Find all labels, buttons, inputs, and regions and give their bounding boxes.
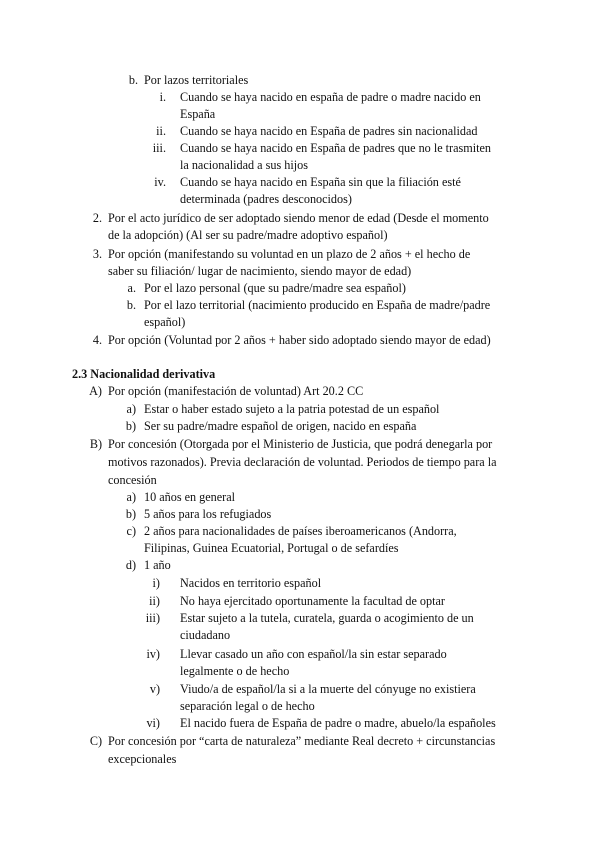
list-item-text: Filipinas, Guinea Ecuatorial, Portugal o de sefardíes (144, 541, 399, 555)
list-item-text: legalmente o de hecho (180, 664, 290, 678)
list-item-text: 10 años en general (144, 490, 236, 504)
list-marker: c) (126, 524, 136, 538)
list-item-text: 1 año (144, 558, 171, 572)
list-item-text: la nacionalidad a sus hijos (180, 158, 308, 172)
list-item-text: excepcionales (108, 752, 177, 766)
list-marker: d) (125, 558, 136, 572)
list-item-text: de la adopción) (Al ser su padre/madre adoptivo español) (108, 228, 388, 242)
list-marker: B) (89, 437, 102, 451)
list-marker: i) (152, 576, 160, 590)
list-marker: iv) (146, 647, 160, 661)
list-item-text: 5 años para los refugiados (144, 507, 272, 521)
list-item-text: Por opción (manifestando su voluntad en un plazo de 2 años + el hecho de (108, 247, 471, 261)
list-item-text: Cuando se haya nacido en España de padres que no le trasmiten (180, 141, 492, 155)
list-marker: ii. (156, 124, 166, 138)
list-marker: b. (128, 73, 138, 87)
list-item-text: Ser su padre/madre español de origen, nacido en españa (144, 419, 417, 433)
list-item-text: Cuando se haya nacido en españa de padre o madre nacido en (180, 90, 481, 104)
list-marker: a) (126, 490, 136, 504)
list-marker: v) (149, 682, 160, 696)
list-item-text: El nacido fuera de España de padre o madre, abuelo/la españoles (180, 716, 496, 730)
list-marker: a. (127, 281, 136, 295)
list-item-text: ciudadano (180, 628, 231, 642)
list-item-text: Por opción (Voluntad por 2 años + haber sido adoptado siendo mayor de edad) (108, 333, 491, 347)
list-marker: b) (125, 507, 136, 521)
list-item-text: Por el acto jurídico de ser adoptado siendo menor de edad (Desde el momento (108, 211, 489, 225)
list-item-text: Cuando se haya nacido en España sin que la filiación esté (180, 175, 461, 189)
list-marker: b) (125, 419, 136, 433)
list-marker: iii. (152, 141, 166, 155)
list-item-text: Cuando se haya nacido en España de padres sin nacionalidad (180, 124, 478, 138)
list-item-text: saber su filiación/ lugar de nacimiento, siendo mayor de edad) (108, 264, 412, 278)
list-marker: iv. (154, 175, 166, 189)
section-heading: 2.3 Nacionalidad derivativa (72, 367, 216, 381)
list-item-text: español) (144, 315, 186, 329)
list-marker: iii) (145, 611, 160, 625)
list-item-text: España (180, 107, 216, 121)
list-marker: i. (159, 90, 166, 104)
list-item-text: concesión (108, 473, 157, 487)
list-marker: ii) (149, 594, 160, 608)
list-item-text: Estar o haber estado sujeto a la patria potestad de un español (144, 402, 440, 416)
list-item-text: 2 años para nacionalidades de países iberoamericanos (Andorra, (144, 524, 457, 538)
list-item-text: Por el lazo territorial (nacimiento producido en España de madre/padre (144, 298, 491, 312)
list-item-text: Por concesión por “carta de naturaleza” mediante Real decreto + circunstancias (108, 734, 496, 748)
list-marker: 2. (92, 211, 102, 225)
list-marker: b. (126, 298, 136, 312)
list-item-text: Viudo/a de español/la si a la muerte del cónyuge no existiera (180, 682, 476, 696)
list-item-text: Estar sujeto a la tutela, curatela, guarda o acogimiento de un (180, 611, 474, 625)
list-item-text: separación legal o de hecho (180, 699, 315, 713)
list-marker: 3. (92, 247, 102, 261)
list-item-text: motivos razonados). Previa declaración de voluntad. Periodos de tiempo para la (108, 455, 497, 469)
list-item-text: Nacidos en territorio español (180, 576, 322, 590)
list-item-text: determinada (padres desconocidos) (180, 192, 352, 206)
list-item-text: No haya ejercitado oportunamente la facultad de optar (180, 594, 445, 608)
list-item-title: Por lazos territoriales (144, 73, 249, 87)
list-item-text: Llevar casado un año con español/la sin estar separado (180, 647, 447, 661)
list-marker: A) (89, 384, 102, 398)
list-item-text: Por concesión (Otorgada por el Ministerio de Justicia, que podrá denegarla por (108, 437, 493, 451)
list-item-text: Por opción (manifestación de voluntad) Art 20.2 CC (108, 384, 364, 398)
list-marker: C) (89, 734, 102, 748)
list-marker: 4. (92, 333, 102, 347)
list-marker: vi) (146, 716, 160, 730)
list-marker: a) (126, 402, 136, 416)
list-item-text: Por el lazo personal (que su padre/madre sea español) (144, 281, 406, 295)
